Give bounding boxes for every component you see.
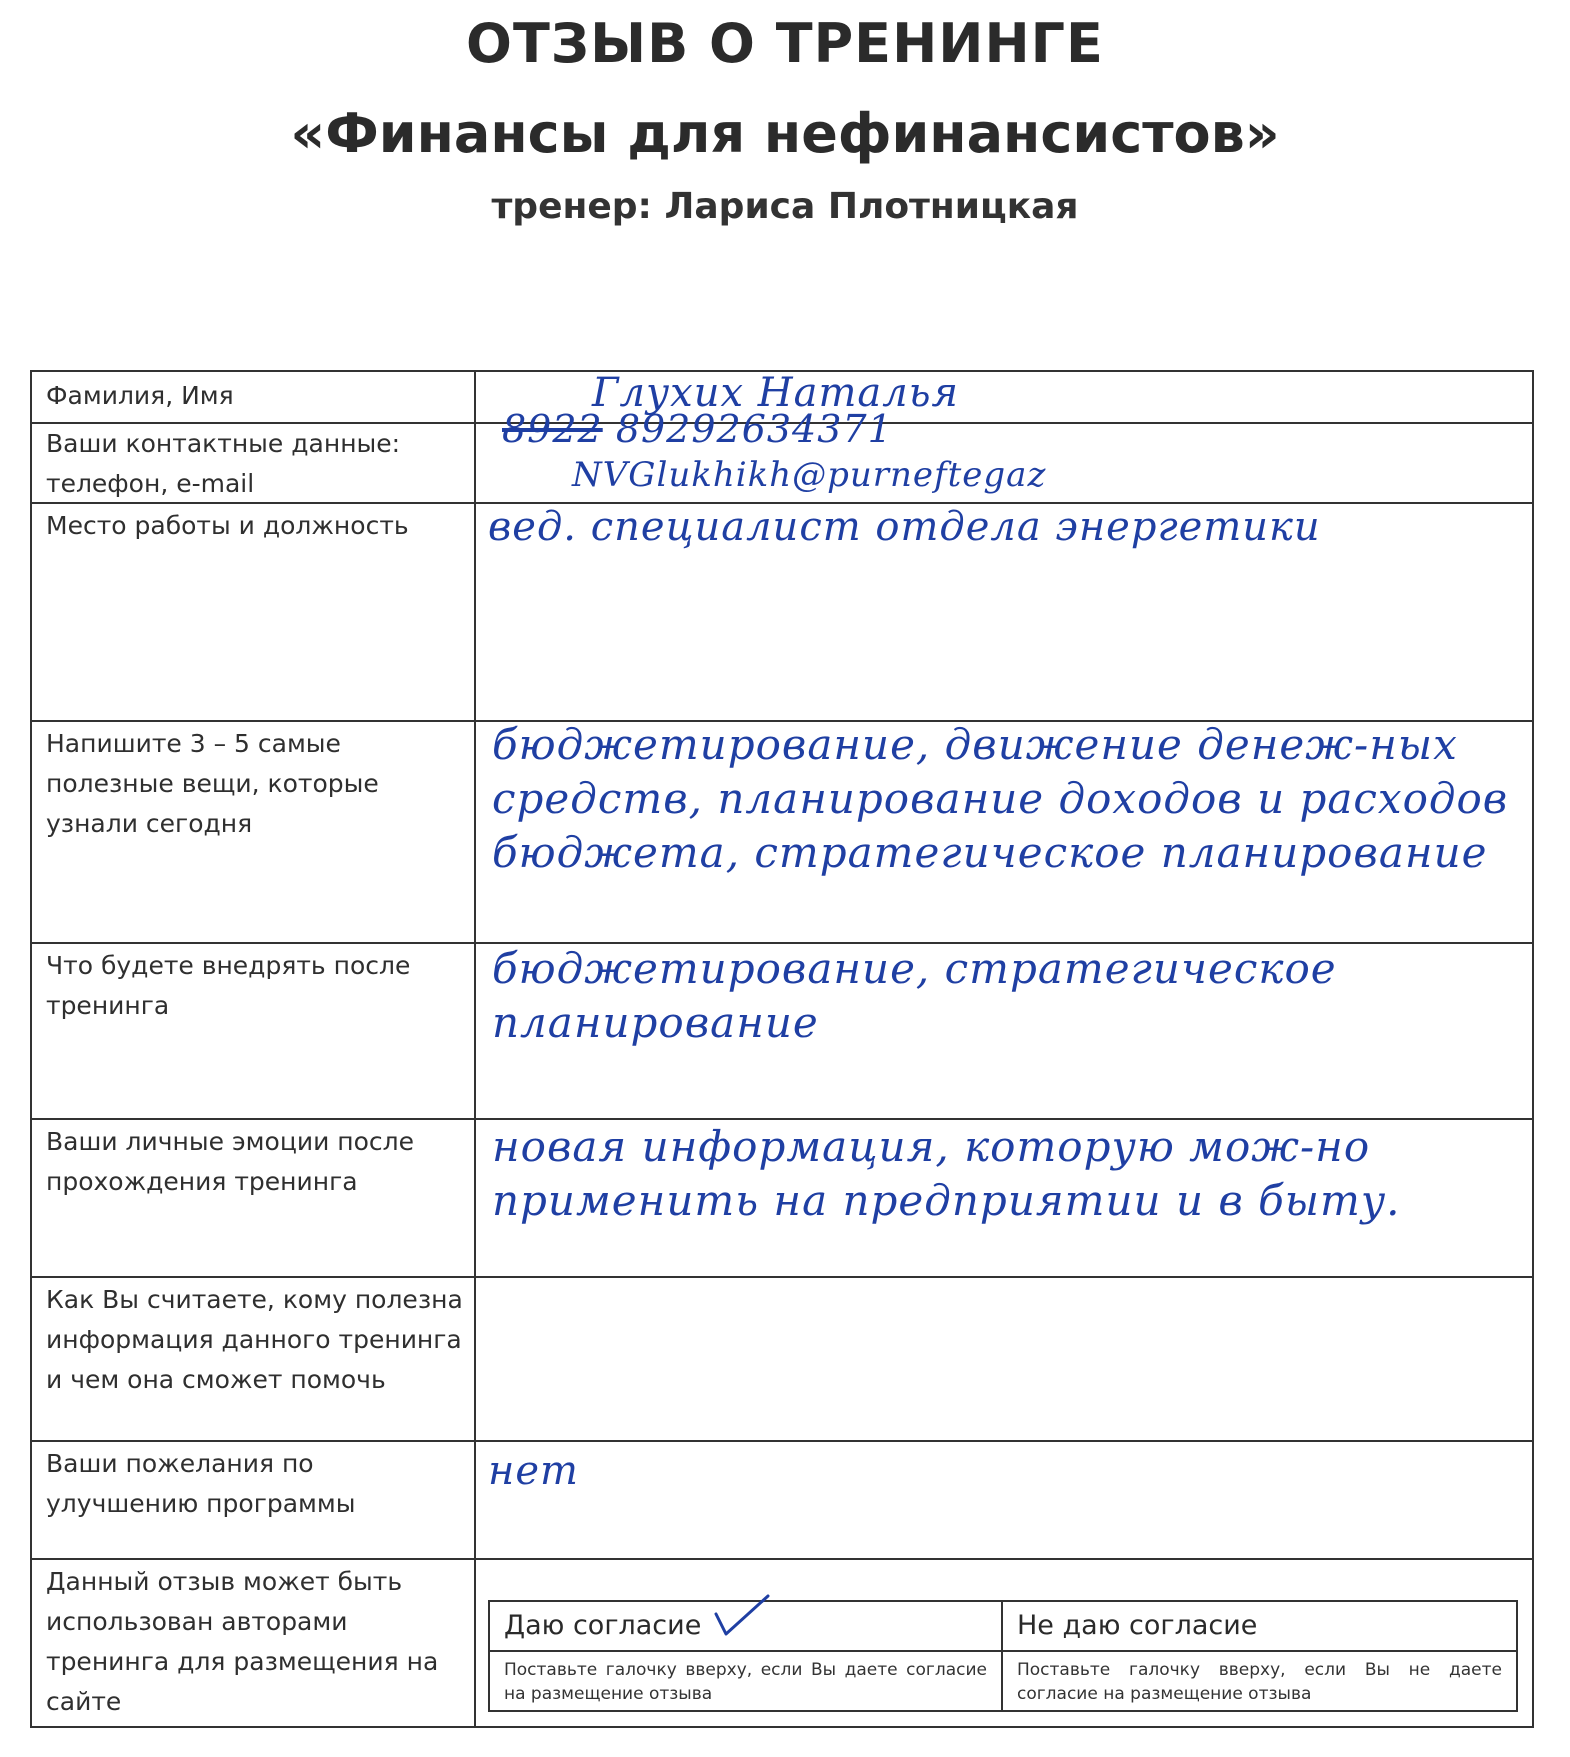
check-mark-icon [712,1592,772,1640]
consent-deny-hint: Поставьте галочку вверху, если Вы не даете согласие на размещение отзыва [1017,1660,1502,1704]
consent-give-label[interactable]: Даю согласие [490,1602,1001,1652]
column-divider [474,372,476,1726]
consent-give-hint: Поставьте галочку вверху, если Вы даете согласие на размещение отзыва [504,1660,987,1704]
answer-implement[interactable]: бюджетирование, стратегическое планирование [492,944,1337,1047]
feedback-form [30,370,1534,1728]
form-title: ОТЗЫВ О ТРЕНИНГЕ [466,12,1104,75]
answer-name[interactable]: Глухих Наталья [592,370,959,416]
label-audience: Как Вы считаете, кому полезна информация данного тренинга и чем она сможет помочь [46,1285,463,1394]
label-useful: Напишите 3 – 5 самые полезные вещи, которые узнали сегодня [46,729,379,838]
answer-emotions[interactable]: новая информация, которую мож-но применить на предприятии и в быту. [492,1122,1401,1225]
label-job: Место работы и должность [46,511,409,540]
answer-job[interactable]: вед. специалист отдела энергетики [488,504,1321,550]
consent-deny-label[interactable]: Не даю согласие [1003,1602,1516,1652]
trainer-name: тренер: Лариса Плотницкая [491,186,1079,227]
label-implement: Что будете внедрять после тренинга [46,951,411,1020]
answer-useful[interactable]: бюджетирование, движение денеж-ных средств, планирование доходов и расходов бюджета, стратегическое планирование [492,720,1509,877]
label-consent: Данный отзыв может быть использован авторами тренинга для размещения на сайте [46,1567,439,1716]
row-divider [32,1558,1532,1560]
label-name: Фамилия, Имя [46,381,234,410]
training-name: «Финансы для нефинансистов» [290,102,1280,165]
struck-phone: 8922 [502,407,603,451]
consent-deny[interactable] [1003,1602,1516,1710]
consent-give[interactable] [490,1602,1003,1710]
answer-contacts[interactable] [502,406,1522,452]
answer-wishes[interactable]: нет [488,1448,579,1494]
answer-email[interactable]: NVGlukhikh@purneftegaz [572,455,1047,495]
label-wishes: Ваши пожелания по улучшению программы [46,1449,356,1518]
label-emotions: Ваши личные эмоции после прохождения тренинга [46,1127,415,1196]
consent-table [488,1600,1518,1712]
answer-phone: 89292634371 [615,407,893,451]
row-divider [32,1276,1532,1278]
label-contacts: Ваши контактные данные: телефон, e-mail [46,429,401,498]
